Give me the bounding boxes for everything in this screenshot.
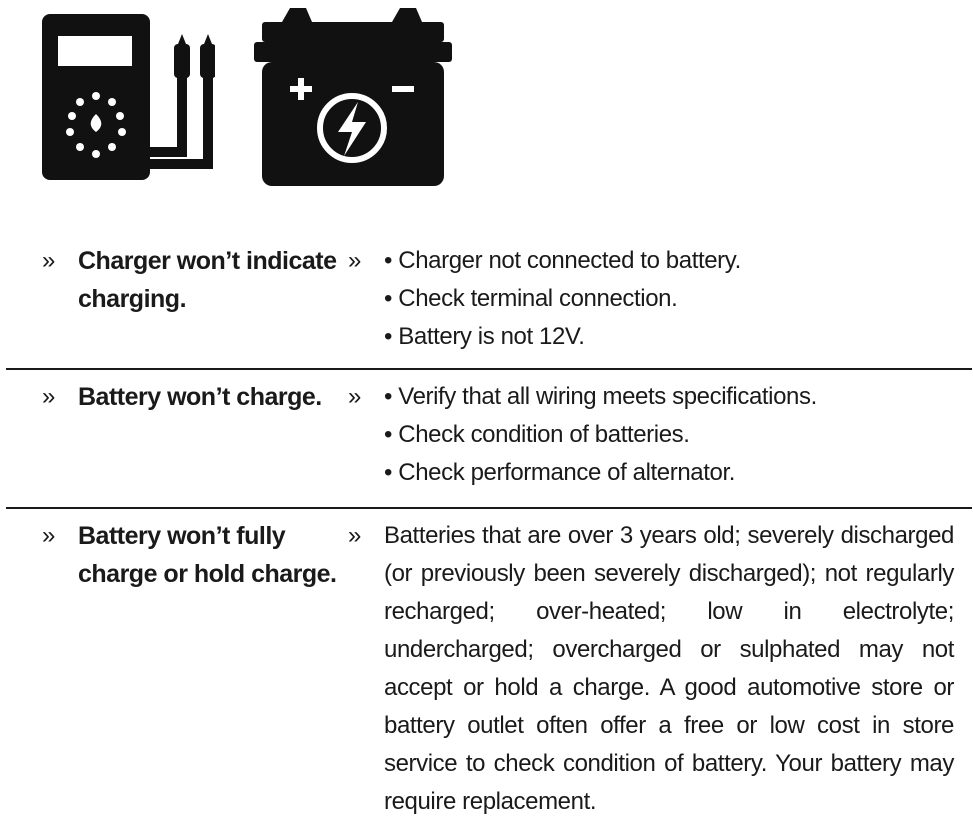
problem-text: Charger won’t indicate charging.: [78, 247, 337, 313]
row-marker: »: [42, 522, 56, 549]
solution-item: • Check terminal connection.: [384, 280, 954, 318]
solution-item: • Charger not connected to battery.: [384, 242, 954, 280]
solution-marker: »: [348, 247, 362, 274]
solution-item: • Check performance of alternator.: [384, 454, 954, 492]
troubleshooting-table: [6, 238, 972, 815]
solution-text: Batteries that are over 3 years old; severely discharged (or previously been severely discharged); not regularly recharged; over-heated; low in electrolyte; undercharged; overcharged or sulphated may not accept or hold a charge. A good automotive store or battery outlet often offer a free or low cost in store service to check condition of battery. Your battery may require replacement.: [384, 522, 954, 815]
solution-marker: »: [348, 522, 362, 549]
table-row: [6, 238, 972, 368]
multimeter-icon: [40, 4, 215, 184]
car-battery-icon: [252, 4, 452, 190]
solution-item: • Check condition of batteries.: [384, 416, 954, 454]
row-marker: »: [42, 383, 56, 410]
solution-item: • Battery is not 12V.: [384, 318, 954, 356]
problem-text: Battery won’t charge.: [78, 383, 322, 411]
solution-list: [384, 242, 954, 356]
solution-item: • Verify that all wiring meets specifications.: [384, 378, 954, 416]
solution-paragraph: [384, 517, 954, 821]
solution-marker: »: [348, 383, 362, 410]
table-row: [6, 368, 972, 507]
problem-text: Battery won’t fully charge or hold charge.: [78, 522, 337, 588]
row-marker: »: [42, 247, 56, 274]
icon-header: [40, 4, 460, 190]
solution-list: [384, 378, 954, 492]
table-row: [6, 507, 972, 815]
